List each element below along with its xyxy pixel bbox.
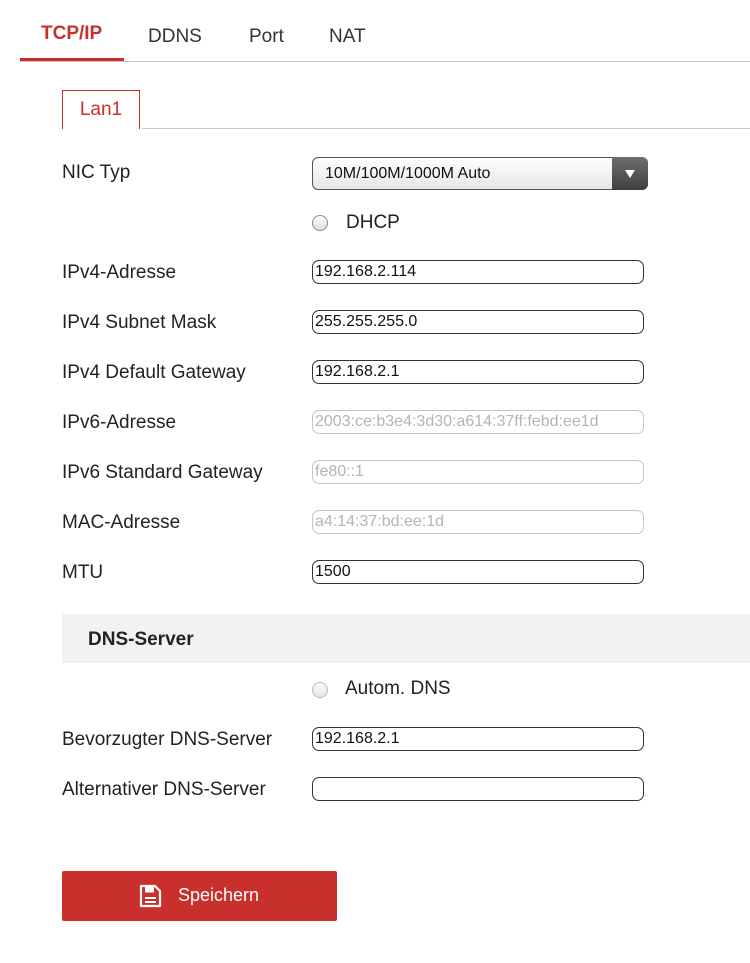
alternate-dns-field[interactable] — [312, 777, 644, 801]
dns-section-title: DNS-Server — [88, 629, 194, 650]
auto-dns-label: Autom. DNS — [345, 678, 451, 699]
active-tab-indicator — [20, 58, 124, 61]
tab-ddns[interactable]: DDNS — [148, 26, 202, 47]
tab-port[interactable]: Port — [249, 26, 284, 47]
tab-bar-divider — [20, 61, 750, 62]
dns-section-header — [62, 614, 750, 663]
nic-type-label: NIC Typ — [62, 162, 131, 183]
ipv4-subnet-field[interactable] — [312, 310, 644, 334]
tab-bar — [0, 0, 750, 62]
dropdown-arrow-icon[interactable] — [612, 157, 648, 190]
mtu-field[interactable] — [312, 560, 644, 584]
preferred-dns-field[interactable] — [312, 727, 644, 751]
mac-address-label: MAC-Adresse — [62, 512, 181, 533]
ipv4-address-field[interactable] — [312, 260, 644, 284]
save-icon — [138, 884, 162, 908]
ipv6-address-field — [312, 410, 644, 434]
ipv4-gateway-label: IPv4 Default Gateway — [62, 362, 246, 383]
mtu-label: MTU — [62, 562, 104, 583]
ipv6-gateway-label: IPv6 Standard Gateway — [62, 462, 263, 483]
ipv4-subnet-label: IPv4 Subnet Mask — [62, 312, 217, 333]
subtab-divider — [142, 128, 750, 129]
nic-type-value: 10M/100M/1000M Auto — [325, 165, 491, 182]
subtab-lan1[interactable]: Lan1 — [62, 90, 140, 129]
save-button[interactable] — [62, 871, 337, 921]
nic-type-select[interactable] — [312, 157, 648, 190]
mac-address-field — [312, 510, 644, 534]
ipv4-gateway-field[interactable] — [312, 360, 644, 384]
tab-tcpip[interactable]: TCP/IP — [41, 23, 103, 44]
dhcp-label: DHCP — [346, 212, 400, 233]
ipv6-address-label: IPv6-Adresse — [62, 412, 177, 433]
ipv4-address-label: IPv4-Adresse — [62, 262, 177, 283]
tab-nat[interactable]: NAT — [329, 26, 366, 47]
dhcp-checkbox[interactable] — [312, 215, 328, 231]
ipv6-gateway-field — [312, 460, 644, 484]
auto-dns-checkbox[interactable] — [312, 682, 328, 698]
save-button-label: Speichern — [178, 885, 260, 905]
alternate-dns-label: Alternativer DNS-Server — [62, 779, 266, 800]
preferred-dns-label: Bevorzugter DNS-Server — [62, 729, 273, 750]
